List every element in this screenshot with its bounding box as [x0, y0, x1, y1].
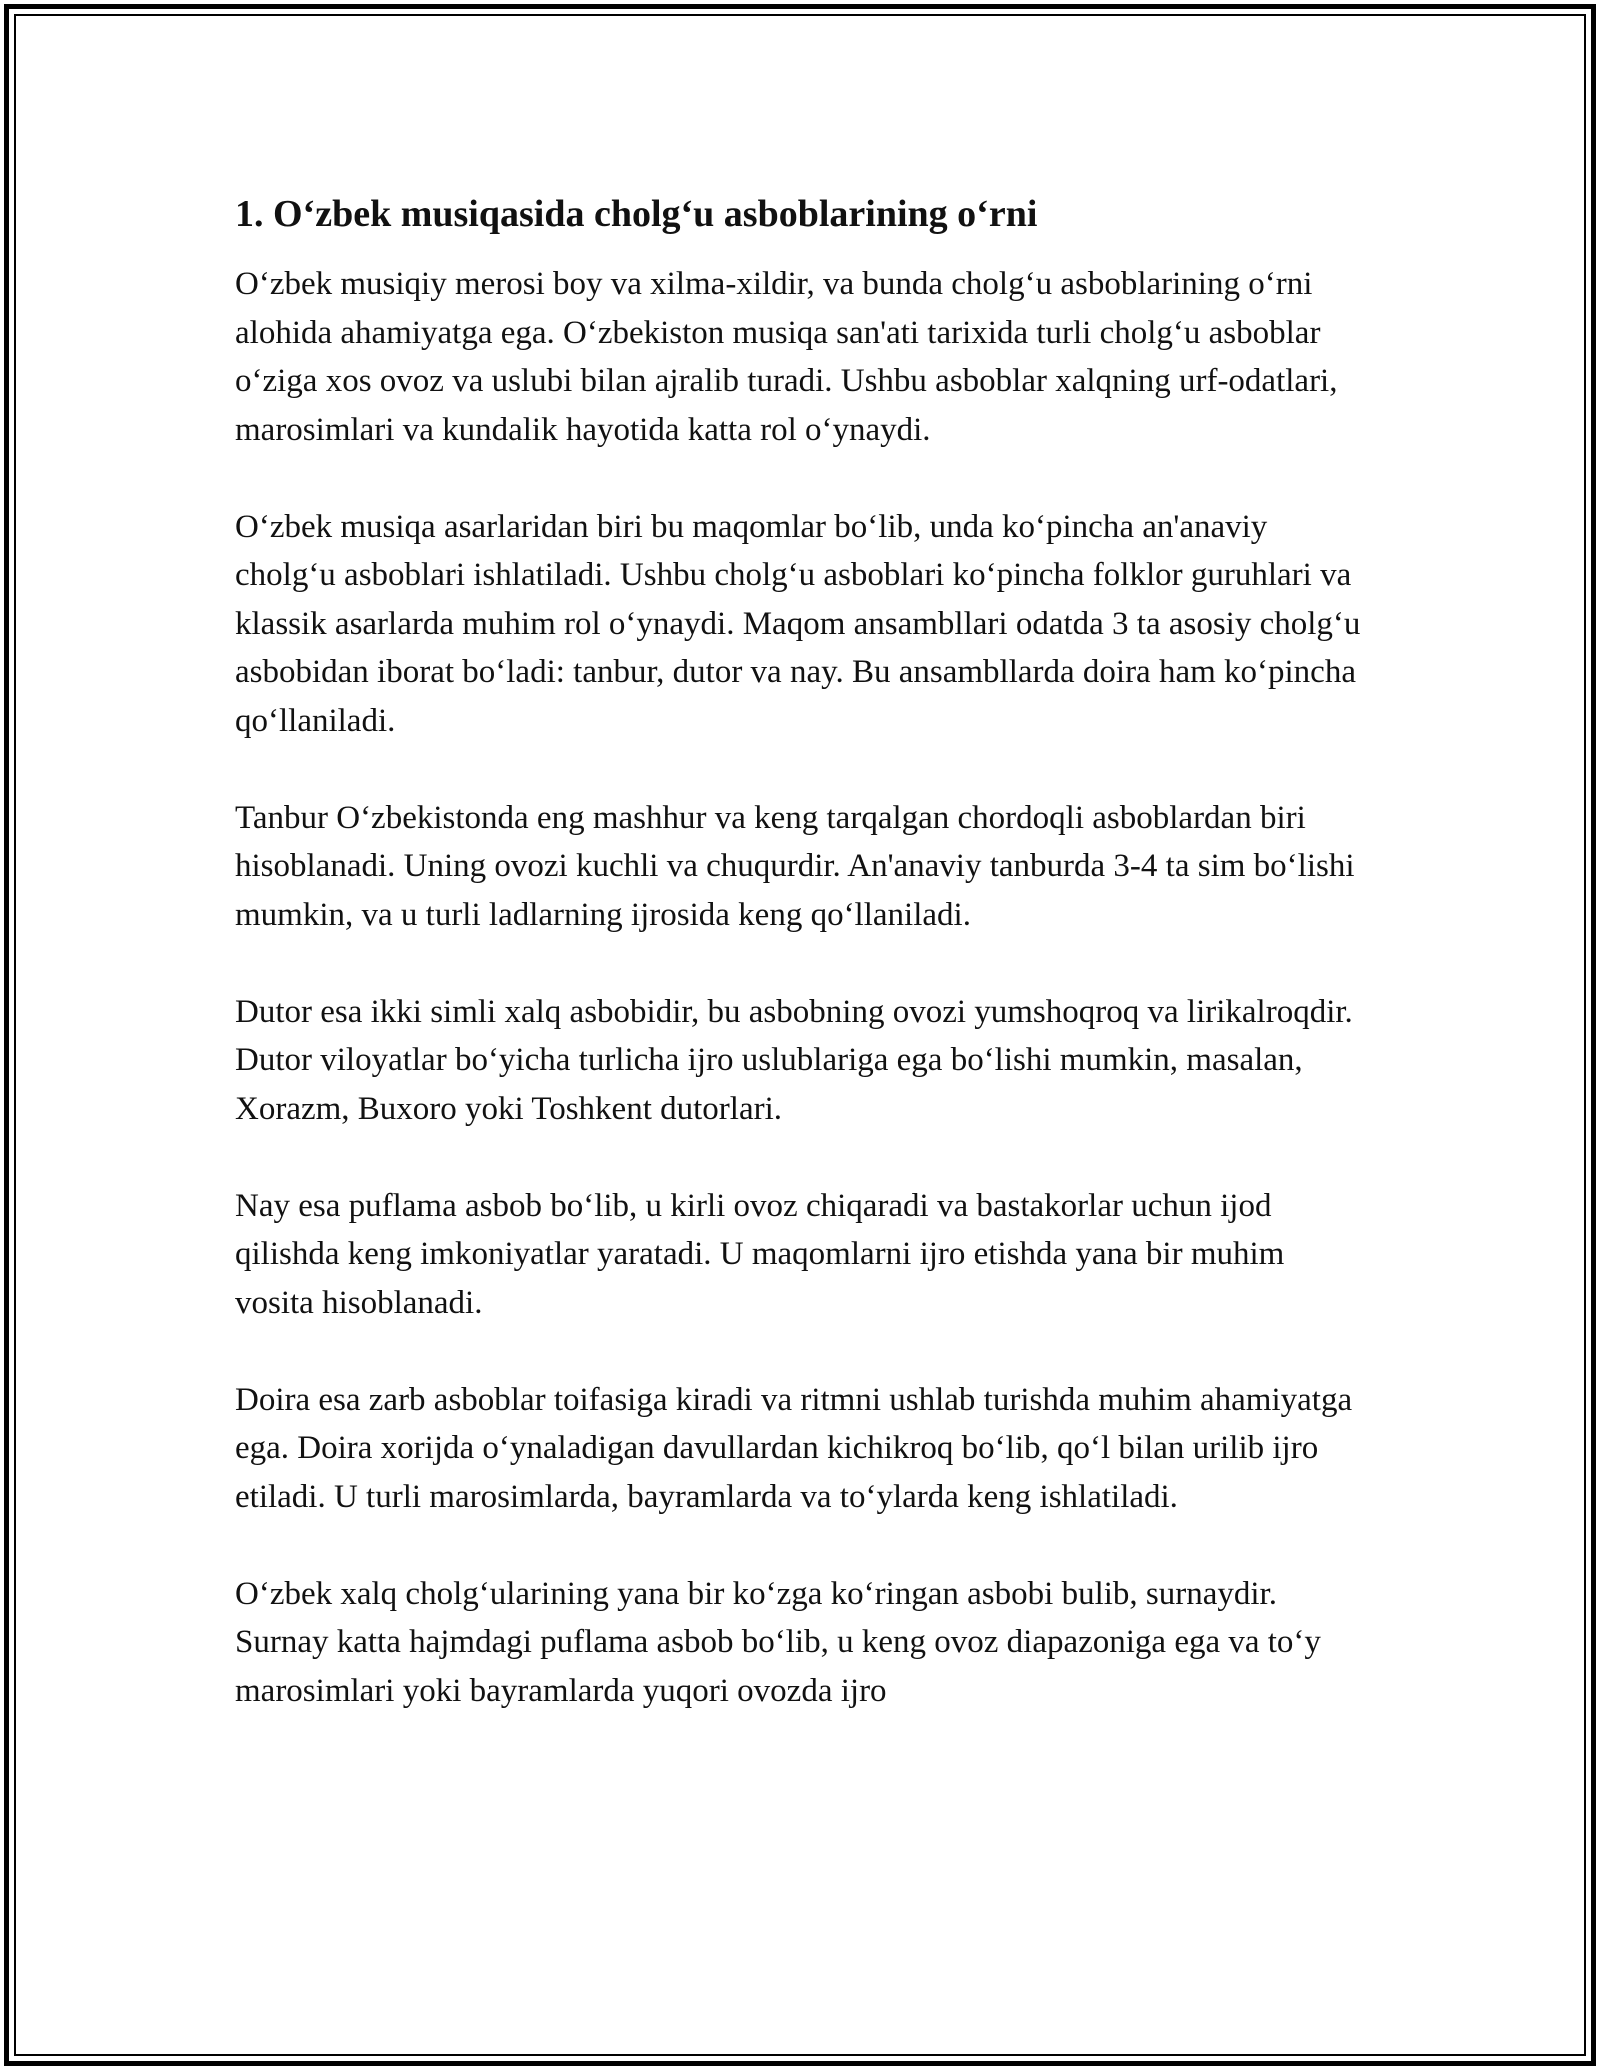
- document-body: [235, 186, 1365, 1764]
- paragraph-maqom: O‘zbek musiqa asarlaridan biri bu maqomlar bo‘lib, unda ko‘pincha an'anaviy cholg‘u asboblari ishlatiladi. Ushbu cholg‘u asboblari ko‘pincha folklor guruhlari va klassik asarlarda muhim rol o‘ynaydi. Maqom ansambllari odatda 3 ta asosiy cholg‘u asbobidan iborat bo‘ladi: tanbur, dutor va nay. Bu ansambllarda doira ham ko‘pincha qo‘llaniladi.: [235, 508, 1361, 739]
- paragraph-tanbur: Tanbur O‘zbekistonda eng mashhur va keng tarqalgan chordoqli asboblardan biri hisoblanadi. Uning ovozi kuchli va chuqurdir. An'anaviy tanburda 3-4 ta sim bo‘lishi mumkin, va u turli ladlarning ijrosida keng qo‘llaniladi.: [235, 799, 1355, 933]
- paragraph-intro: O‘zbek musiqiy merosi boy va xilma-xildir, va bunda cholg‘u asboblarining o‘rni alohida ahamiyatga ega. O‘zbekiston musiqa san'ati tarixida turli cholg‘u asboblar o‘ziga xos ovoz va uslubi bilan ajralib turadi. Ushbu asboblar xalqning urf-odatlari, marosimlari va kundalik hayotida katta rol o‘ynaydi.: [235, 266, 1338, 448]
- paragraph-dutor: Dutor esa ikki simli xalq asbobidir, bu asbobning ovozi yumshoqroq va lirikalroqdir. Dutor viloyatlar bo‘yicha turlicha ijro uslublariga ega bo‘lishi mumkin, masalan, Xorazm, Buxoro yoki Toshkent dutorlari.: [235, 993, 1353, 1127]
- section-heading: 1. O‘zbek musiqasida cholg‘u asboblarining o‘rni: [235, 193, 1038, 235]
- paragraph-nay: Nay esa puflama asbob bo‘lib, u kirli ovoz chiqaradi va bastakorlar uchun ijod qilishda keng imkoniyatlar yaratadi. U maqomlarni ijro etishda yana bir muhim vosita hisoblanadi.: [235, 1187, 1285, 1321]
- paragraph-surnay: O‘zbek xalq cholg‘ularining yana bir ko‘zga ko‘ringan asbobi bulib, surnaydir. Surnay katta hajmdagi puflama asbob bo‘lib, u keng ovoz diapazoniga ega va to‘y marosimlari yoki bayramlarda yuqori ovozda ijro: [235, 1575, 1321, 1709]
- paragraph-doira: Doira esa zarb asboblar toifasiga kiradi va ritmni ushlab turishda muhim ahamiyatga ega. Doira xorijda o‘ynaladigan davullardan kichikroq bo‘lib, qo‘l bilan urilib ijro etiladi. U turli marosimlarda, bayramlarda va to‘ylarda keng ishlatiladi.: [235, 1381, 1353, 1515]
